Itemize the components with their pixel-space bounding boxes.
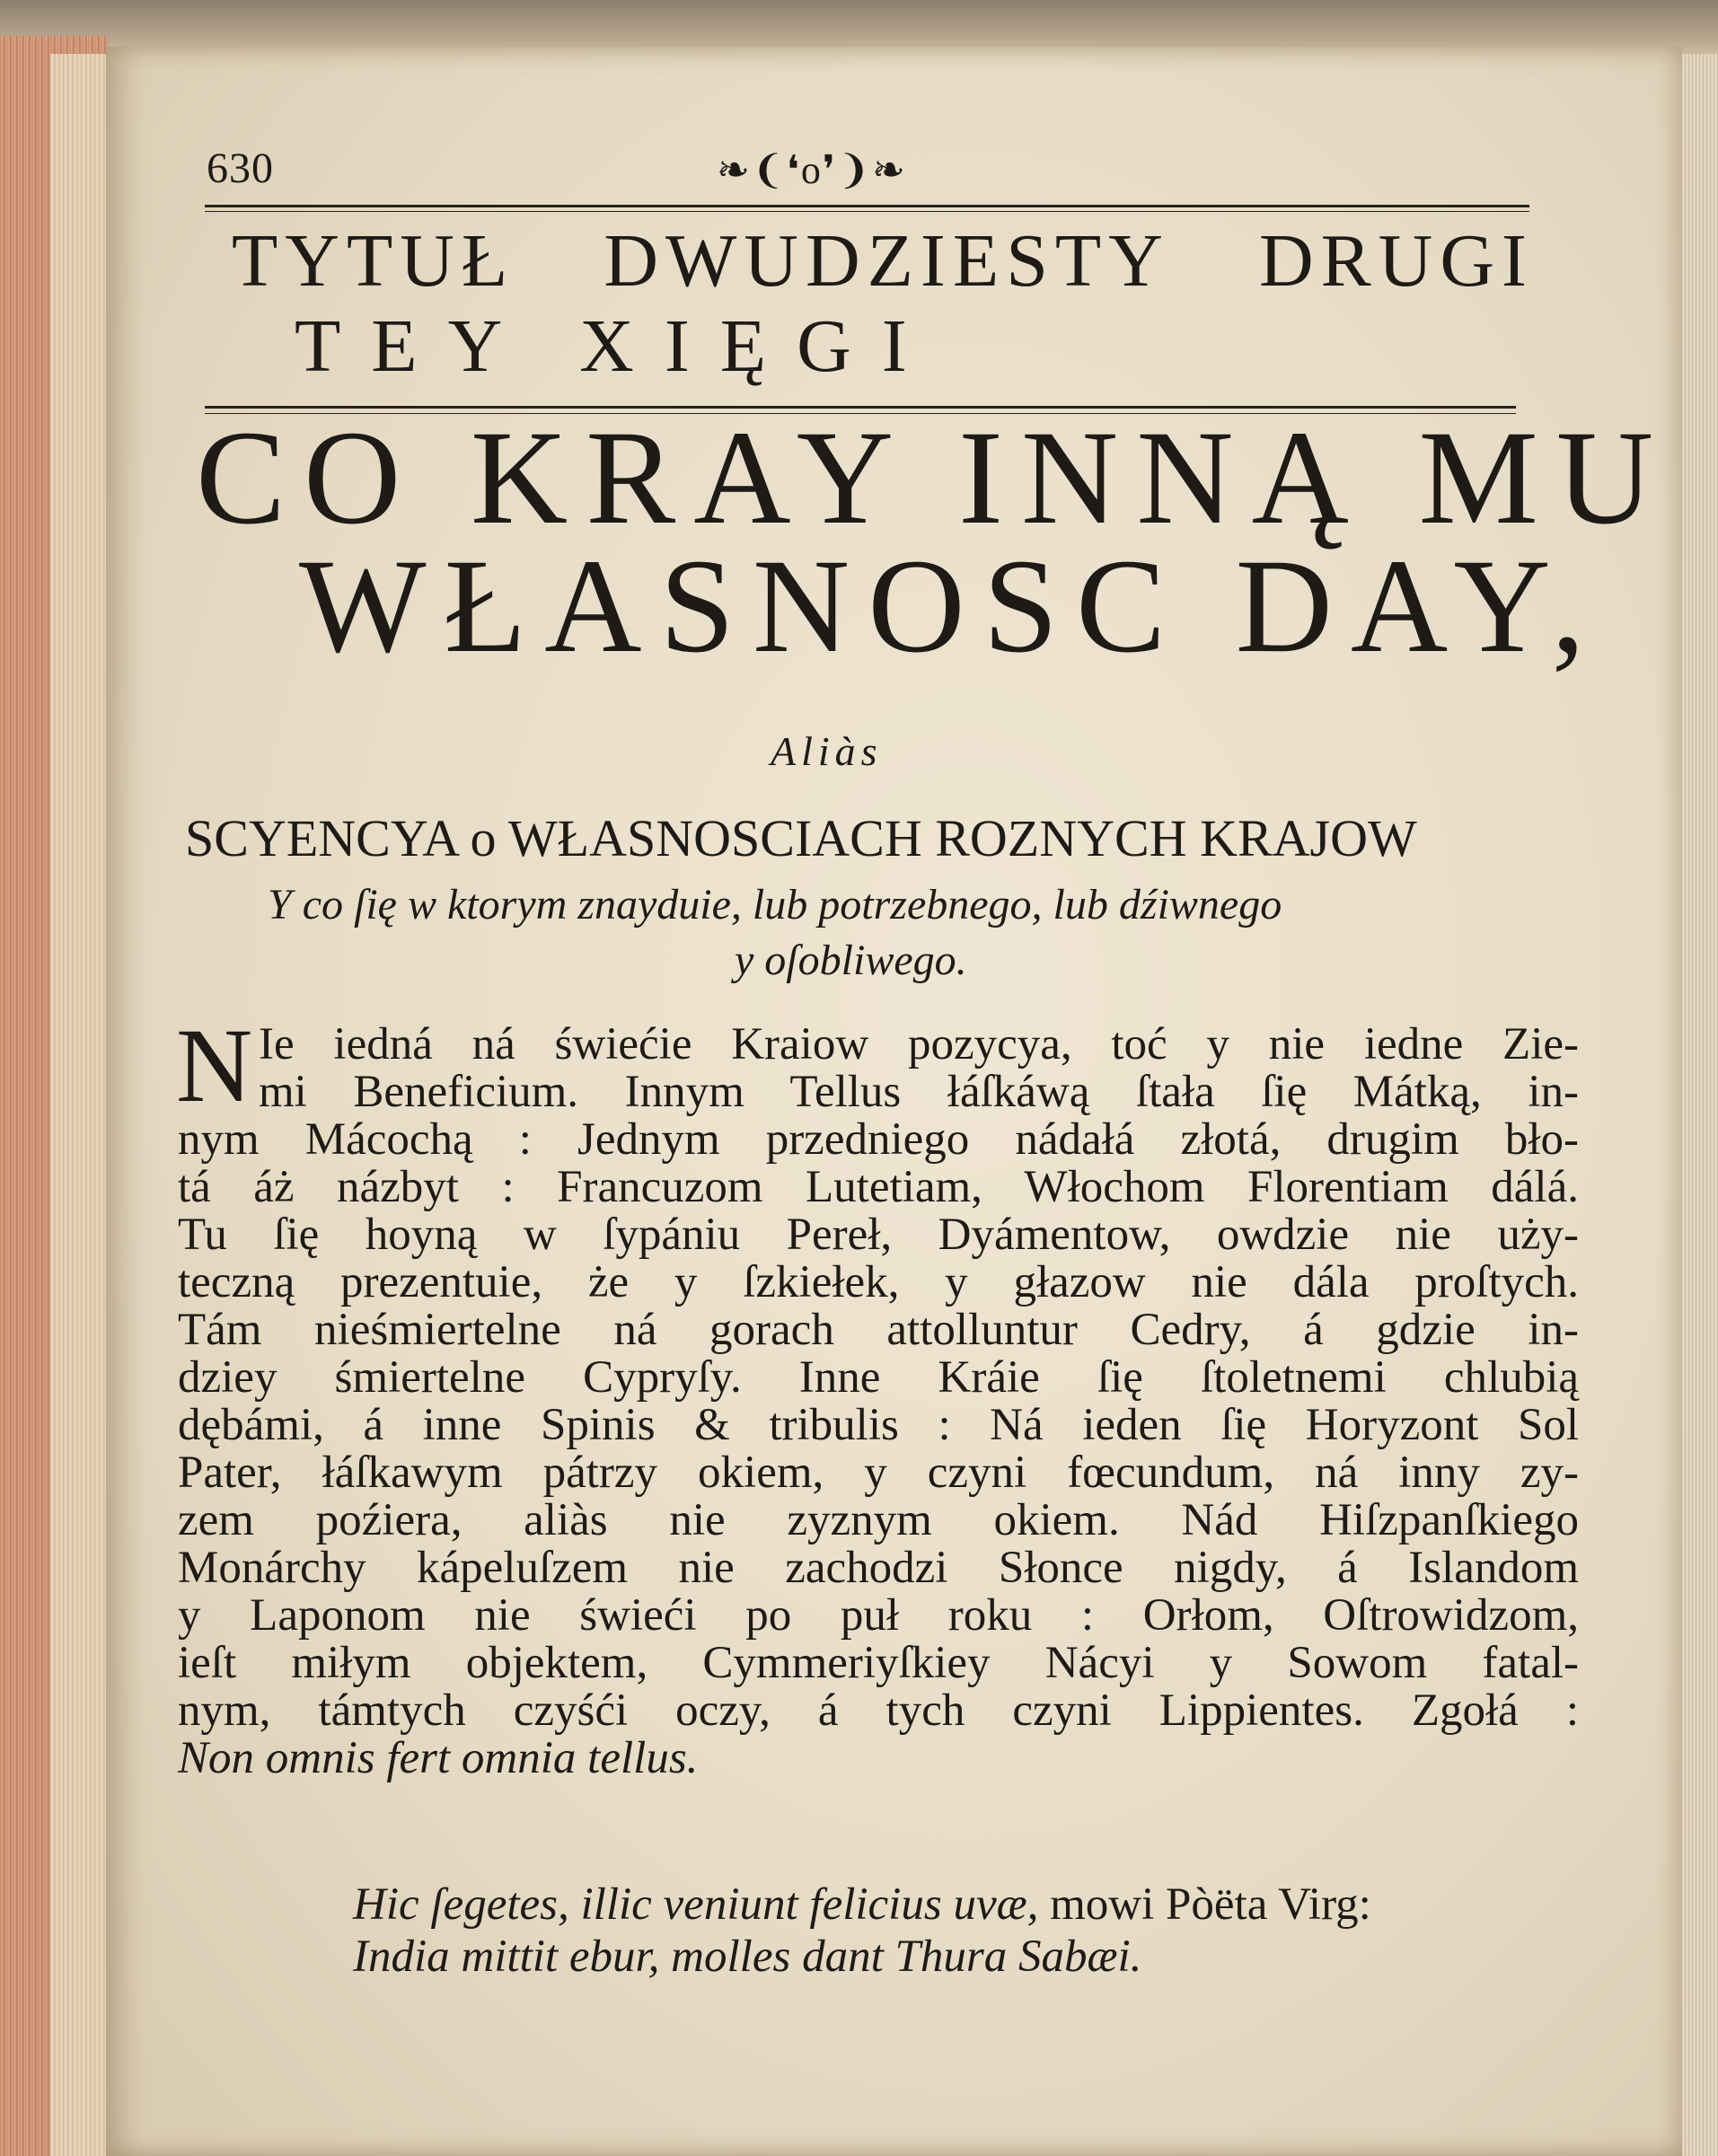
subtitle: SCYENCYA o WŁASNOSCIACH ROZNYCH KRAJOW — [185, 809, 1417, 867]
title-word: DWUDZIESTY — [604, 219, 1170, 303]
body-line: ieſt miłym objektem, Cymmeriyſkiey Nácyi y Sowom fatal- — [178, 1638, 1579, 1688]
verse-attribution: mowi Pòëta Virg: — [1038, 1879, 1371, 1930]
header-ornament: ❧❨❛o❜❩❧ — [717, 148, 907, 192]
page-number: 630 — [207, 145, 274, 192]
book-page — [106, 47, 1682, 2156]
book-page-edges-right — [1682, 54, 1718, 2156]
book-page-edges-left-inner — [50, 54, 113, 2156]
body-line: Ie iedná ná świećie Kraiow pozycya, toć y nie iedne Zie- — [259, 1019, 1579, 1069]
subtitle-description-line-2: y oſobliwego. — [735, 937, 967, 984]
drop-cap: N — [176, 1007, 253, 1124]
body-line: tá áż názbyt : Francuzom Lutetiam, Włochom Florentiam dálá. — [178, 1162, 1579, 1212]
verse-line-1 — [353, 1879, 1601, 1931]
body-line: Monárchy kápeluſzem nie zachodzi Słonce nigdy, á Islandom — [178, 1543, 1579, 1593]
body-line: Non omnis fert omnia tellus. — [178, 1733, 699, 1783]
subtitle-description-line-1: Y co ſię w ktorym znayduie, lub potrzebnego, lub dźiwnego — [268, 881, 1282, 928]
body-line: dziey śmiertelne Cypryſy. Inne Kráie ſię ſtoletnemi chlubią — [178, 1352, 1579, 1403]
verse-quote — [353, 1879, 1601, 1983]
verse-latin: Hic ſegetes, illic veniunt felicius uvæ, — [353, 1879, 1039, 1930]
title-line-2: TEY XIĘGI — [295, 304, 938, 388]
body-line: nym, támtych czyśći oczy, á tych czyni Lippientes. Zgołá : — [178, 1685, 1579, 1736]
body-text — [176, 1007, 1579, 1783]
body-line: teczną prezentuie, że y ſzkiełek, y głazow nie dála proſtych. — [178, 1257, 1579, 1307]
body-line: zem poźiera, aliàs nie zyznym okiem. Nád Hiſzpanſkiego — [178, 1495, 1579, 1545]
body-line: mi Beneficium. Innym Tellus łáſkáwą ſtała ſię Mátką, in- — [259, 1067, 1579, 1117]
chapter-heading-line-2: WŁASNOSC DAY, — [299, 532, 1603, 681]
title-word: DRUGI — [1258, 219, 1534, 303]
alias-label: Aliàs — [771, 728, 883, 774]
chapter-heading-line-1: CO KRAY INNĄ MU — [196, 403, 1672, 552]
body-line: dębámi, á inne Spinis & tribulis : Ná ieden ſię Horyzont Sol — [178, 1400, 1579, 1450]
verse-latin: India mittit ebur, molles dant Thura Sabæi. — [353, 1932, 1142, 1982]
body-line: Tu ſię hoyną w ſypániu Pereł, Dyámentow, owdzie nie uży- — [178, 1210, 1579, 1260]
header-rule-thin — [205, 211, 1529, 212]
title-word: TYTUŁ — [232, 219, 515, 303]
body-line: nym Mácochą : Jednym przedniego nádałá złotá, drugim bło- — [178, 1114, 1579, 1165]
header-rule — [205, 205, 1529, 207]
verse-line-2 — [353, 1931, 1601, 1983]
body-line: Pater, łáſkawym pátrzy okiem, y czyni fœcundum, ná inny zy- — [178, 1448, 1579, 1498]
body-line: Tám nieśmiertelne ná gorach attolluntur Cedry, á gdzie in- — [178, 1305, 1579, 1355]
title-line-1 — [232, 217, 1534, 304]
body-line: y Laponom nie świeći po puł roku : Orłom, Oſtrowidzom, — [178, 1590, 1579, 1641]
